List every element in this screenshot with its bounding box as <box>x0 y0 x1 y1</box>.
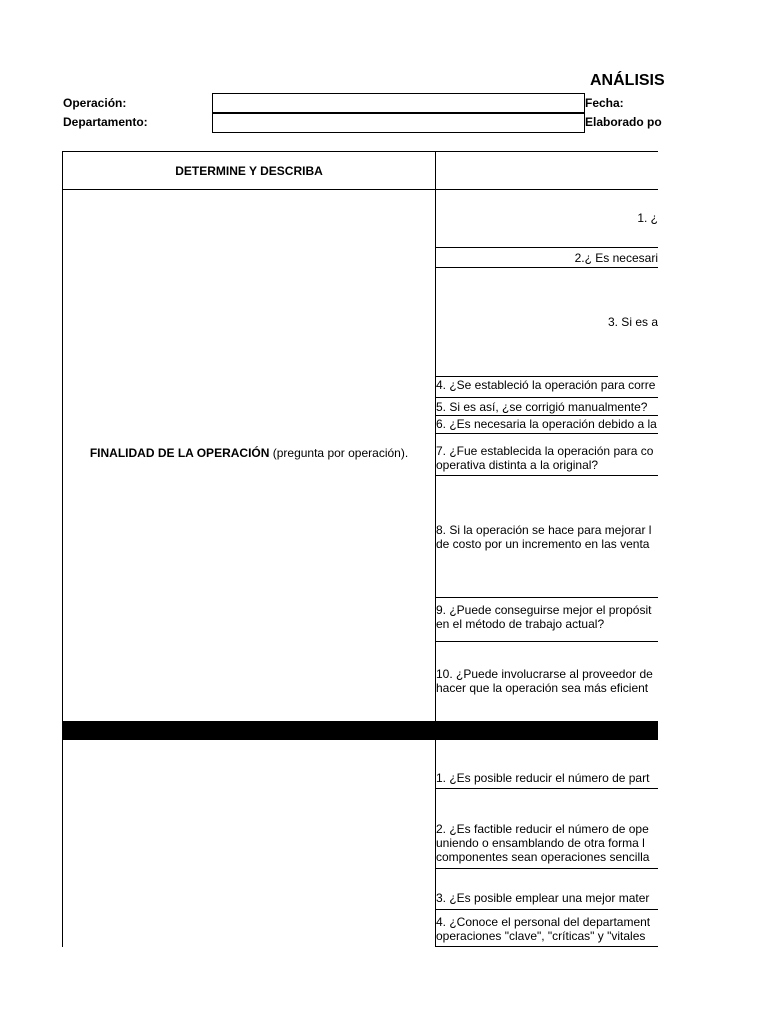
section2-question-2-line-2: uniendo o ensamblando de otra forma l <box>436 836 645 850</box>
row-divider <box>436 415 658 416</box>
row-divider <box>436 597 658 598</box>
row-divider <box>436 641 658 642</box>
table-left-border <box>62 151 63 947</box>
row-divider <box>436 868 658 869</box>
row-divider <box>436 433 658 434</box>
row-divider <box>436 788 658 789</box>
section2-question-4-line-1: 4. ¿Conoce el personal del departament <box>436 915 651 929</box>
question-7-line-1: 7. ¿Fue establecida la operación para co <box>436 444 654 458</box>
question-10-line-2: hacer que la operación sea más eficient <box>436 681 649 695</box>
question-5: 5. Si es así, ¿se corrigió manualmente? <box>436 400 648 414</box>
operacion-label: Operación: <box>63 96 127 110</box>
question-8-line-1: 8. Si la operación se hace para mejorar l <box>436 523 652 537</box>
row-divider <box>436 247 658 248</box>
section2-question-1: 1. ¿Es posible reducir el número de part <box>436 771 650 785</box>
section2-question-4-line-2: operaciones "clave", "críticas" y "vitales <box>436 929 646 943</box>
elaborado-label: Elaborado po <box>585 115 662 129</box>
finalidad-rest: (pregunta por operación). <box>269 446 409 460</box>
document-title: ANÁLISIS <box>590 72 665 89</box>
question-9-line-1: 9. ¿Puede conseguirse mejor el propósit <box>436 603 652 617</box>
row-divider <box>436 267 658 268</box>
header-bottom-border <box>63 189 658 190</box>
question-10-line-1: 10. ¿Puede involucrarse al proveedor de <box>436 667 653 681</box>
question-7-line-2: operativa distinta a la original? <box>436 458 599 472</box>
row-divider <box>436 397 658 398</box>
column-divider <box>435 151 436 721</box>
question-4: 4. ¿Se estableció la operación para corre <box>436 378 656 392</box>
section-separator-bar <box>63 721 658 740</box>
column-header: DETERMINE Y DESCRIBA <box>175 163 323 178</box>
section2-question-2-line-3: componentes sean operaciones sencilla <box>436 850 650 864</box>
analysis-table: DETERMINE Y DESCRIBA FINALIDAD DE LA OPERACIÓN (pregunta por operación). 1. ¿ 2.¿ Es necesari 3. Si es a 4. ¿Se estableció la operación para corre 5. Si es así, ¿se corrigió manualmente? 6. ¿Es necesaria la operación debido a la 7. ¿Fue establecida la operación para co operativa distinta a la original? 8. Si la operación se hace para mejorar l de costo por un incremento en las venta 9. ¿Puede conseguirse mejor el propósit en el método de trabajo actual? 10. ¿Puede involucrarse al proveedor de hacer que la operación sea más eficient 1. ¿Es posible reducir el número de part 2. ¿Es factible reducir el número de ope uniendo o ensamblando de otra forma l componentes sean operaciones sencilla 3. ¿Es posible emplear una mejor mater 4. ¿Conoce el personal del departament operaciones "clave", "críticas" y "vitales <box>0 0 658 1024</box>
row-divider <box>436 475 658 476</box>
section2-question-3: 3. ¿Es posible emplear una mejor mater <box>436 891 650 905</box>
row-divider <box>436 909 658 910</box>
section-finalidad-label <box>63 446 435 460</box>
finalidad-bold: FINALIDAD DE LA OPERACIÓN <box>89 446 270 460</box>
row-divider <box>436 946 658 947</box>
fecha-label: Fecha: <box>585 96 624 110</box>
section2-question-2-line-1: 2. ¿Es factible reducir el número de ope <box>436 822 649 836</box>
question-9-line-2: en el método de trabajo actual? <box>436 617 605 631</box>
question-6: 6. ¿Es necesaria la operación debido a la <box>436 417 657 431</box>
row-divider <box>436 376 658 377</box>
question-8-line-2: de costo por un incremento en las venta <box>436 537 650 551</box>
departamento-label: Departamento: <box>63 115 148 129</box>
